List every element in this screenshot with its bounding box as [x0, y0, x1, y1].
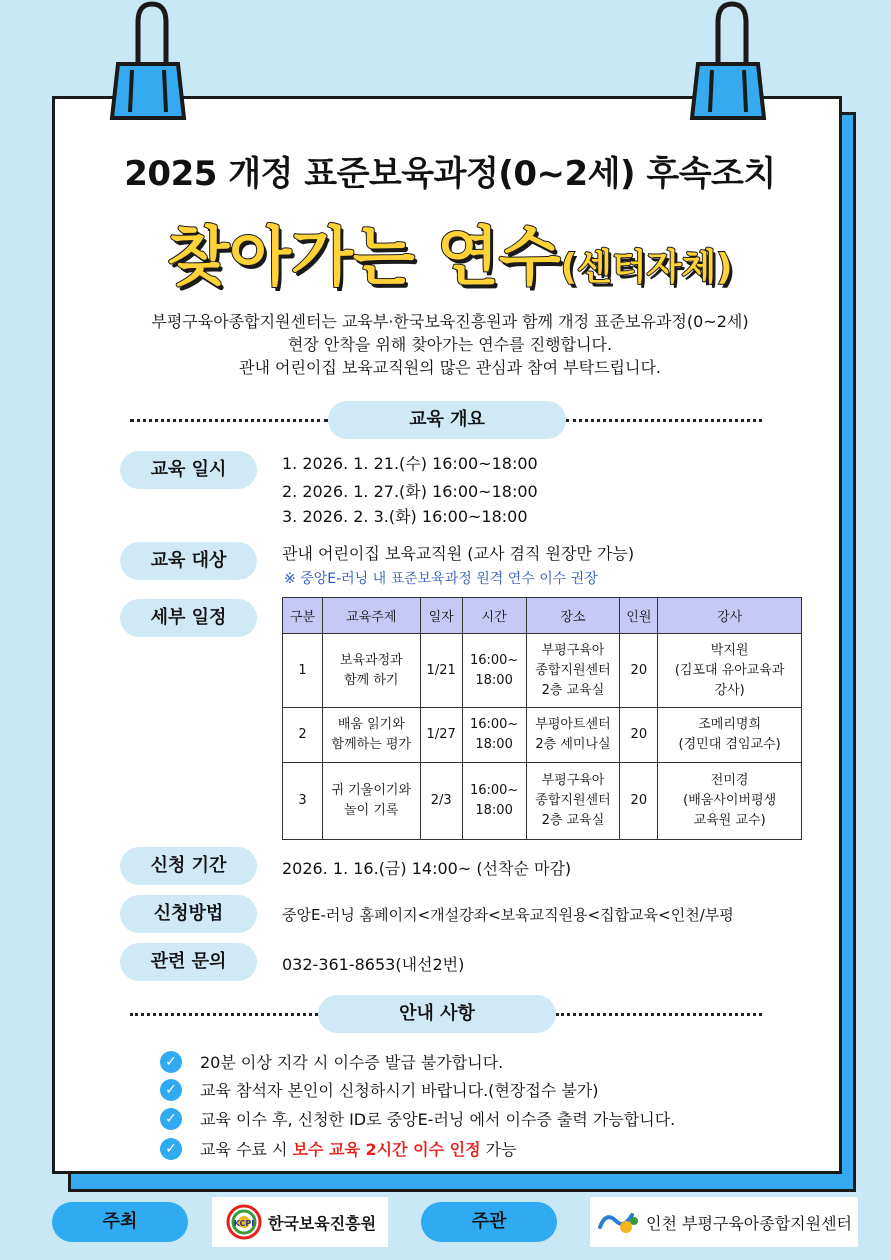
- subtitle-sub: (센터자체): [560, 247, 733, 288]
- schedule-table: [282, 597, 802, 840]
- host-logo: [212, 1197, 388, 1247]
- cell-lecturer: [658, 634, 802, 708]
- target-text: 관내 어린이집 보육교직원 (교사 겸직 원장만 가능): [282, 544, 635, 563]
- notice-text: 20분 이상 지각 시 이수증 발급 불가합니다.: [200, 1053, 504, 1072]
- cell-line: (김포대 유아교육과: [674, 662, 785, 678]
- cell-line: 부평구육아: [541, 642, 605, 658]
- date-item: 3. 2026. 2. 3.(화) 16:00~18:00: [282, 507, 528, 526]
- notice-item: [160, 1078, 599, 1101]
- check-icon: ✓: [160, 1079, 182, 1101]
- cell-lecturer: [658, 708, 802, 763]
- cell-line: 18:00: [475, 737, 513, 752]
- table-row: [283, 634, 802, 708]
- cell-line: 종합지원센터: [535, 793, 611, 808]
- cell-date: 1/27: [420, 708, 462, 763]
- header-cell: 교육주제: [322, 598, 420, 634]
- notice-text: 교육 참석자 본인이 신청하시기 바랍니다.(현장접수 불가): [200, 1081, 599, 1100]
- cell-no: 3: [283, 763, 323, 840]
- cell-line: 18:00: [475, 672, 513, 688]
- date-item: 1. 2026. 1. 21.(수) 16:00~18:00: [282, 454, 538, 473]
- divider-line: [556, 1013, 762, 1016]
- host-logo-text: 한국보육진흥원: [267, 1213, 377, 1233]
- kcpi-logo-mark: KCPI: [233, 1219, 255, 1228]
- target-note: ※ 중앙E-러닝 내 표준보육과정 원격 연수 이수 권장: [284, 571, 598, 587]
- header-cell: 구분: [283, 598, 323, 634]
- divider-line: [566, 419, 762, 422]
- apply-period-label: 신청 기간: [120, 847, 257, 885]
- overview-heading: 교육 개요: [328, 401, 566, 439]
- cell-count: 20: [620, 763, 658, 840]
- notice-item: [160, 1137, 517, 1160]
- host-label: 주최: [52, 1202, 188, 1242]
- cell-line: 16:00~: [469, 717, 519, 732]
- cell-line: 놀이 기록: [344, 803, 399, 818]
- intro-line: 관내 어린이집 보육교직원의 많은 관심과 참여 부탁드립니다.: [238, 358, 661, 377]
- date-label: 교육 일시: [120, 451, 257, 489]
- cell-topic: [322, 708, 420, 763]
- cell-line: (배움사이버평생: [683, 793, 777, 808]
- apply-method-label: 신청방법: [120, 895, 257, 933]
- notice-text-part: 가능: [480, 1140, 517, 1159]
- table-header-row: [283, 598, 802, 634]
- cell-topic: [322, 763, 420, 840]
- apply-method-text: 중앙E-러닝 홈페이지<개설강좌<보육교직원용<집합교육<인천/부평: [282, 906, 734, 924]
- header-cell: 장소: [526, 598, 620, 634]
- cell-line: 교육원 교수): [693, 813, 766, 828]
- page-subtitle: [60, 206, 840, 298]
- organizer-logo: [590, 1197, 858, 1247]
- cell-date: 2/3: [420, 763, 462, 840]
- notice-heading: 안내 사항: [318, 995, 556, 1033]
- kcpi-logo-icon: [224, 1202, 264, 1242]
- date-item: 2. 2026. 1. 27.(화) 16:00~18:00: [282, 482, 538, 501]
- cell-line: 종합지원센터: [535, 662, 611, 678]
- cell-no: 1: [283, 634, 323, 708]
- notice-text-part: 교육 수료 시: [200, 1140, 293, 1159]
- cell-line: 부평구육아: [541, 773, 605, 788]
- cell-place: [526, 708, 620, 763]
- divider-line: [130, 1013, 318, 1016]
- cell-count: 20: [620, 634, 658, 708]
- header-cell: 강사: [658, 598, 802, 634]
- cell-line: 16:00~: [469, 652, 519, 668]
- cell-line: 조메리명희: [698, 717, 762, 732]
- header-cell: 인원: [620, 598, 658, 634]
- cell-count: 20: [620, 708, 658, 763]
- cell-line: 부평아트센터: [535, 717, 611, 732]
- notice-highlight: 보수 교육 2시간 이수 인정: [292, 1140, 481, 1159]
- cell-line: 2층 교육실: [541, 813, 605, 828]
- cell-place: [526, 763, 620, 840]
- cell-line: 박지원: [710, 642, 749, 658]
- intro-text: [60, 310, 840, 379]
- header-cell: 시간: [462, 598, 526, 634]
- cell-line: 전미경: [710, 773, 749, 788]
- check-icon: ✓: [160, 1051, 182, 1073]
- notice-item: [160, 1107, 675, 1130]
- check-icon: ✓: [160, 1138, 182, 1160]
- cell-time: [462, 763, 526, 840]
- notice-text: [200, 1137, 517, 1160]
- cell-line: 강사): [714, 682, 745, 698]
- organizer-logo-icon: [596, 1207, 640, 1237]
- schedule-label: 세부 일정: [120, 599, 257, 637]
- contact-label: 관련 문의: [120, 943, 257, 981]
- cell-line: 함께하는 평가: [331, 737, 412, 752]
- organizer-logo-text: 인천 부평구육아종합지원센터: [645, 1213, 852, 1233]
- divider-line: [130, 419, 328, 422]
- intro-line: 부평구육아종합지원센터는 교육부·한국보육진흥원과 함께 개정 표준보유과정(0~2세): [151, 312, 749, 331]
- binder-clip-right-icon: [688, 0, 768, 124]
- target-label: 교육 대상: [120, 542, 257, 580]
- cell-place: [526, 634, 620, 708]
- page-title: 2025 개정 표준보육과정(0~2세) 후속조치: [124, 154, 776, 194]
- cell-line: 18:00: [475, 803, 513, 818]
- check-icon: ✓: [160, 1108, 182, 1130]
- cell-time: [462, 708, 526, 763]
- table-row: [283, 708, 802, 763]
- cell-line: 2층 세미나실: [535, 737, 611, 752]
- header-cell: 일자: [420, 598, 462, 634]
- cell-line: 보육과정과: [339, 652, 403, 668]
- intro-line: 현장 안착을 위해 찾아가는 연수를 진행합니다.: [287, 335, 613, 354]
- cell-no: 2: [283, 708, 323, 763]
- cell-line: 2층 교육실: [541, 682, 605, 698]
- cell-line: (경민대 겸임교수): [678, 737, 781, 752]
- table-row: [283, 763, 802, 840]
- cell-line: 귀 기울이기와: [331, 783, 412, 798]
- cell-line: 함께 하기: [344, 672, 399, 688]
- subtitle-main: 찾아가는 연수: [167, 221, 561, 295]
- binder-clip-left-icon: [108, 0, 188, 124]
- apply-period-text: 2026. 1. 16.(금) 14:00~ (선착순 마감): [282, 859, 572, 878]
- contact-text: 032-361-8653(내선2번): [282, 955, 465, 974]
- cell-time: [462, 634, 526, 708]
- notice-text: 교육 이수 후, 신청한 ID로 중앙E-러닝 에서 이수증 출력 가능합니다.: [200, 1110, 676, 1129]
- cell-topic: [322, 634, 420, 708]
- cell-line: 배움 읽기와: [337, 717, 405, 732]
- notice-item: [160, 1050, 503, 1073]
- cell-date: 1/21: [420, 634, 462, 708]
- cell-lecturer: [658, 763, 802, 840]
- organizer-label: 주관: [421, 1202, 557, 1242]
- cell-line: 16:00~: [469, 783, 519, 798]
